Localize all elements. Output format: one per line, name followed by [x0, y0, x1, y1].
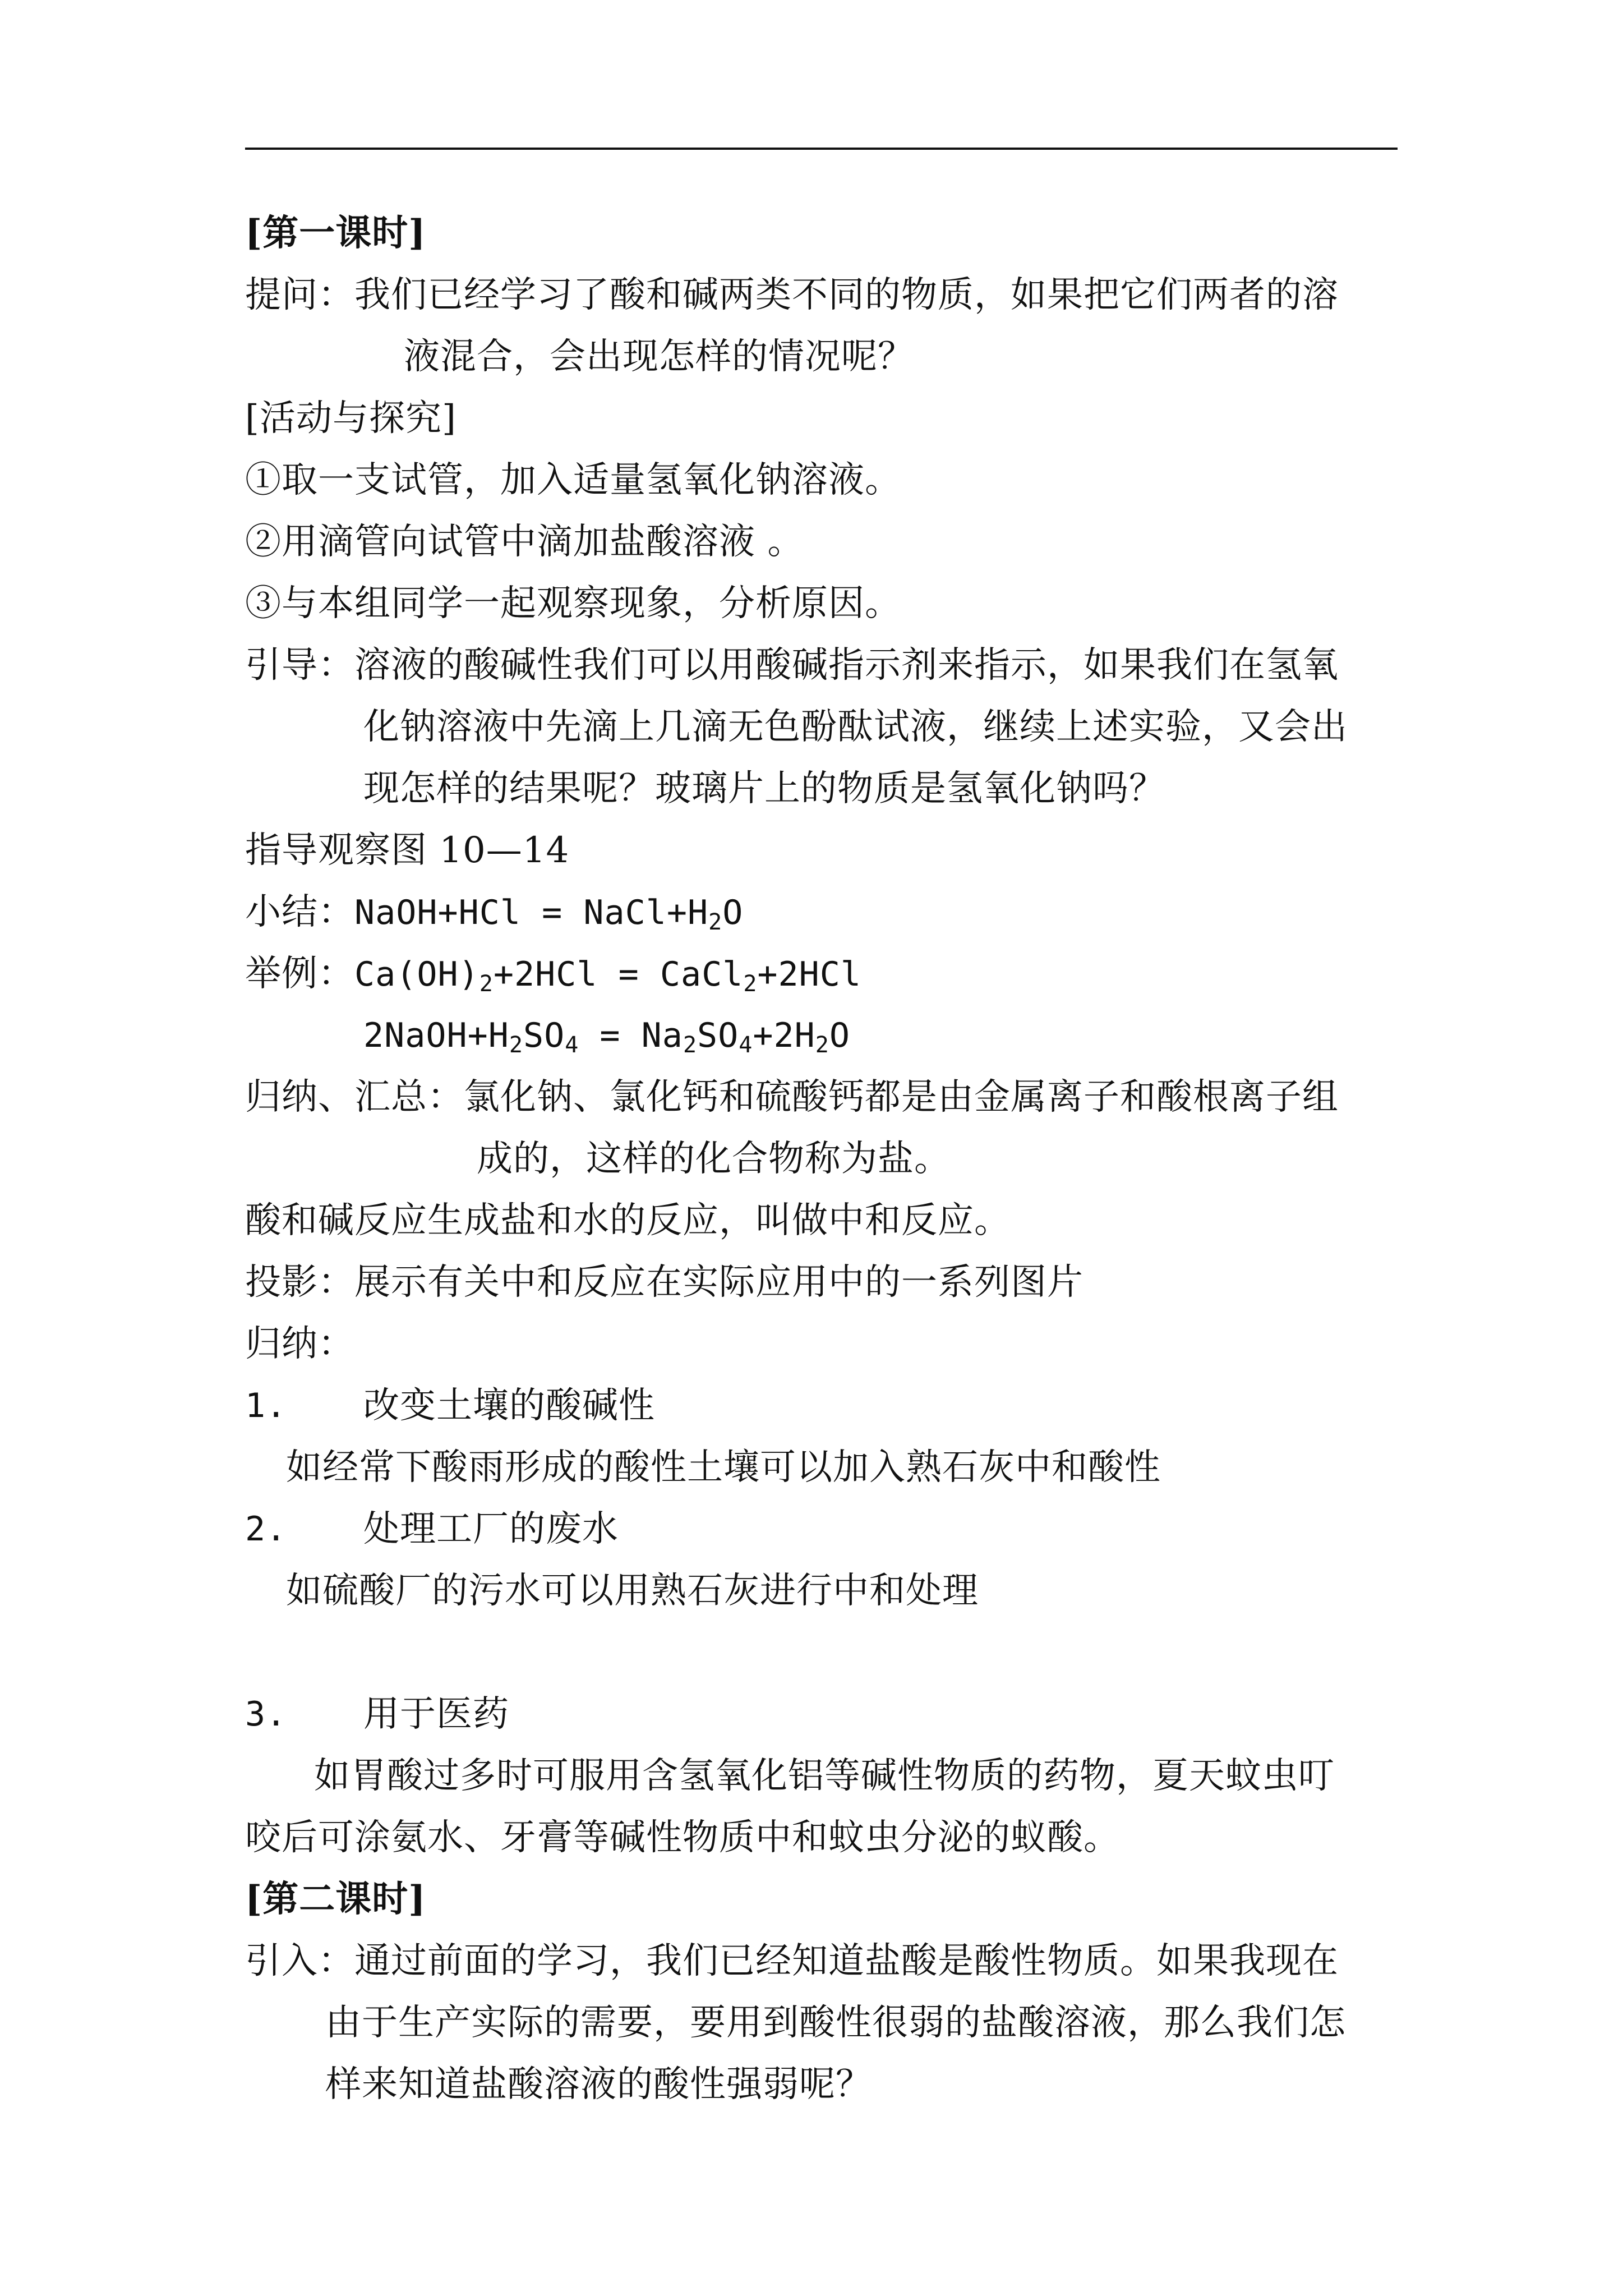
item-3-detail-2: 咬后可涂氨水、牙膏等碱性物质中和蚊虫分泌的蚁酸。: [245, 1817, 1120, 1858]
induction-line-1: 归纳、汇总：氯化钠、氯化钙和硫酸钙都是由金属离子和酸根离子组: [245, 1076, 1339, 1118]
step-3: ③与本组同学一起观察现象，分析原因。: [245, 583, 901, 624]
conclusion-label: 归纳：: [245, 1323, 354, 1365]
question-line-1: 提问：我们已经学习了酸和碱两类不同的物质，如果把它们两者的溶: [245, 274, 1339, 316]
item-2-title: 处理工厂的废水: [363, 1508, 619, 1550]
guide-line-1: 引导：溶液的酸碱性我们可以用酸碱指示剂来指示，如果我们在氢氧: [245, 645, 1339, 686]
example-line-1: [245, 953, 861, 996]
item-2-number: 2.: [245, 1510, 287, 1549]
lesson1-heading: [第一课时]: [245, 212, 426, 254]
summary-line: [245, 891, 743, 934]
activity-title: [活动与探究]: [245, 398, 457, 439]
item-3-title: 用于医药: [363, 1694, 509, 1735]
item-3-detail-1: 如胃酸过多时可服用含氢氧化铝等碱性物质的药物，夏天蚊虫叮: [314, 1755, 1335, 1797]
question-line-2: 液混合，会出现怎样的情况呢？: [404, 336, 914, 378]
intro-line-1: 引入：通过前面的学习，我们已经知道盐酸是酸性物质。如果我现在: [245, 1940, 1339, 1982]
example-label: 举例：: [245, 953, 354, 995]
guide-line-3: 现怎样的结果呢？玻璃片上的物质是氢氧化钠吗？: [363, 768, 1165, 809]
observe-figure: 指导观察图 10—14: [245, 830, 570, 871]
example-equation-2: $2NaOH+H_2SO_4 = Na_2SO_4+2H_2O$: [363, 1016, 850, 1058]
item-1-number: 1.: [245, 1386, 287, 1425]
guide-line-2: 化钠溶液中先滴上几滴无色酚酞试液，继续上述实验，又会出: [363, 706, 1348, 748]
neutralization-definition: 酸和碱反应生成盐和水的反应，叫做中和反应。: [245, 1200, 1011, 1241]
example-equation-1: $Ca(OH)_2+2HCl$ = CaCl$_2$+2HCl: [354, 955, 862, 997]
summary-equation: NaOH+HCl = $NaCl+H_2O$: [354, 893, 744, 935]
induction-line-2: 成的，这样的化合物称为盐。: [477, 1138, 951, 1180]
header-rule: [245, 148, 1398, 150]
projection-line: 投影：展示有关中和反应在实际应用中的一系列图片: [245, 1262, 1083, 1303]
item-2-detail: 如硫酸厂的污水可以用熟石灰进行中和处理: [286, 1570, 979, 1612]
summary-label: 小结：: [245, 891, 354, 933]
step-2: ②用滴管向试管中滴加盐酸溶液 。: [245, 521, 804, 563]
intro-line-2: 由于生产实际的需要，要用到酸性很弱的盐酸溶液，那么我们怎: [325, 2002, 1346, 2044]
intro-line-3: 样来知道盐酸溶液的酸性强弱呢？: [325, 2064, 872, 2105]
item-1-detail: 如经常下酸雨形成的酸性土壤可以加入熟石灰中和酸性: [286, 1447, 1161, 1488]
item-1-title: 改变土壤的酸碱性: [363, 1385, 655, 1427]
step-1: ①取一支试管，加入适量氢氧化钠溶液。: [245, 459, 901, 501]
item-3-number: 3.: [245, 1695, 287, 1734]
lesson2-heading: [第二课时]: [245, 1878, 426, 1920]
